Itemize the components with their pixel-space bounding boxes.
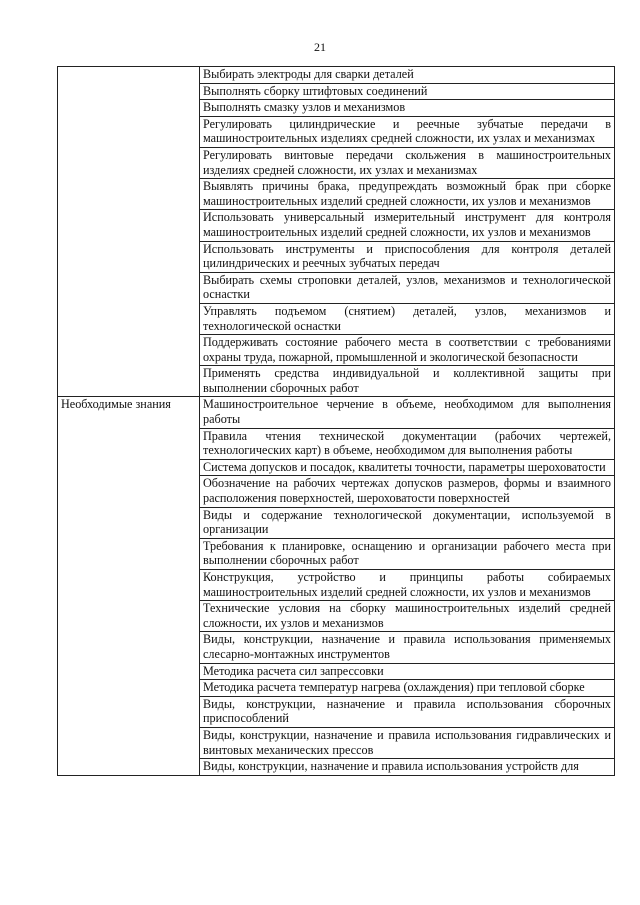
page-bottom-margin [0,837,640,905]
knowledge-item: Виды, конструкции, назначение и правила использования устройств для [200,759,615,776]
skill-item: Использовать универсальный измерительный инструмент для контроля машиностроительных изделий средней сложности, их узлов и механизмов [200,210,615,241]
requirements-table [57,66,615,776]
knowledge-label: Необходимые знания [58,397,200,775]
skill-item: Управлять подъемом (снятием) деталей, узлов, механизмов и технологической оснастки [200,303,615,334]
knowledge-item: Виды, конструкции, назначение и правила использования применяемых слесарно-монтажных инструментов [200,632,615,663]
skill-item: Выполнять смазку узлов и механизмов [200,100,615,117]
skill-item: Применять средства индивидуальной и коллективной защиты при выполнении сборочных работ [200,366,615,397]
knowledge-item: Методика расчета сил запрессовки [200,663,615,680]
skills-label-cell [58,67,200,397]
skill-item: Выполнять сборку штифтовых соединений [200,83,615,100]
knowledge-item: Виды, конструкции, назначение и правила использования сборочных приспособлений [200,696,615,727]
knowledge-item: Требования к планировке, оснащению и организации рабочего места при выполнении сборочных работ [200,538,615,569]
skill-item: Регулировать винтовые передачи скольжения в машиностроительных изделиях средней сложности, их узлах и механизмах [200,147,615,178]
skill-item: Выявлять причины брака, предупреждать возможный брак при сборке машиностроительных изделий средней сложности, их узлов и механизмов [200,179,615,210]
table-row [58,67,615,84]
knowledge-item: Технические условия на сборку машиностроительных изделий средней сложности, их узлов и механизмов [200,601,615,632]
knowledge-item: Машиностроительное черчение в объеме, необходимом для выполнения работы [200,397,615,428]
skill-item: Поддерживать состояние рабочего места в соответствии с требованиями охраны труда, пожарной, промышленной и экологической безопасности [200,335,615,366]
skill-item: Использовать инструменты и приспособления для контроля деталей цилиндрических и реечных зубчатых передач [200,241,615,272]
knowledge-item: Конструкция, устройство и принципы работы собираемых машиностроительных изделий средней сложности, их узлов и механизмов [200,570,615,601]
skill-item: Выбирать электроды для сварки деталей [200,67,615,84]
knowledge-item: Методика расчета температур нагрева (охлаждения) при тепловой сборке [200,680,615,697]
knowledge-item: Система допусков и посадок, квалитеты точности, параметры шероховатости [200,459,615,476]
page-number: 21 [314,40,326,54]
knowledge-item: Обозначение на рабочих чертежах допусков размеров, формы и взаимного расположения поверхностей, шероховатости поверхностей [200,476,615,507]
knowledge-item: Виды и содержание технологической документации, используемой в организации [200,507,615,538]
skill-item: Регулировать цилиндрические и реечные зубчатые передачи в машиностроительных изделиях средней сложности, их узлах и механизмах [200,116,615,147]
knowledge-item: Виды, конструкции, назначение и правила использования гидравлических и винтовых механических прессов [200,727,615,758]
skill-item: Выбирать схемы строповки деталей, узлов, механизмов и технологической оснастки [200,272,615,303]
table-row [58,397,615,428]
knowledge-item: Правила чтения технической документации (рабочих чертежей, технологических карт) в объеме, необходимом для выполнения работы [200,428,615,459]
